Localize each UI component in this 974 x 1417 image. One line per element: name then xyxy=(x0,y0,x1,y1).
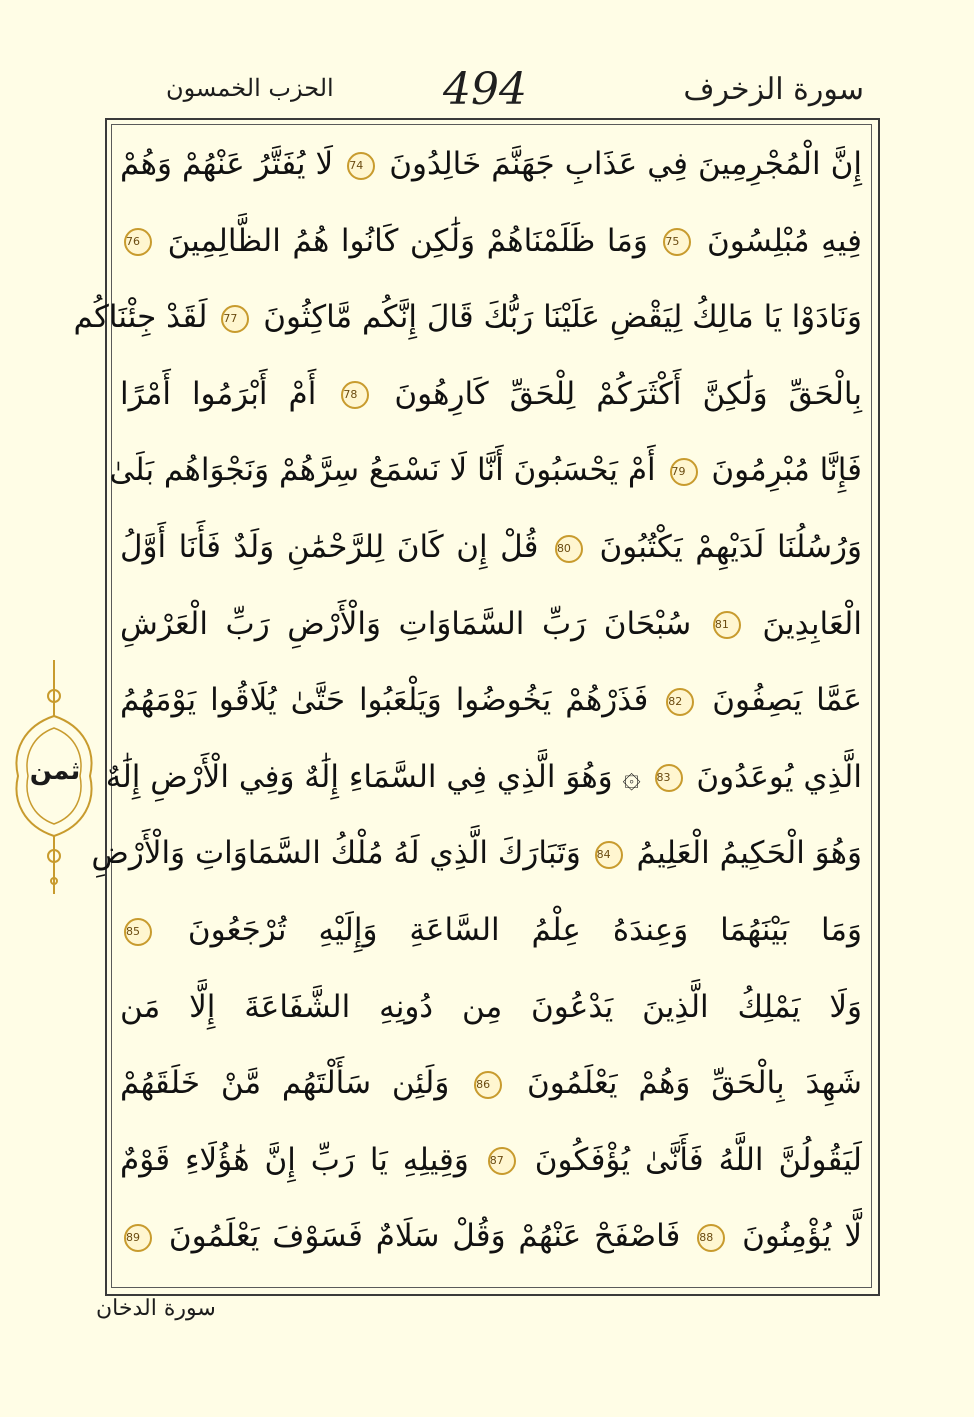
ayah-number-marker: 77 xyxy=(221,305,249,333)
verse-text: عَمَّا يَصِفُونَ xyxy=(712,682,862,719)
verse-line xyxy=(120,1053,862,1129)
page-header xyxy=(96,62,874,118)
verse-text: أَمْ أَبْرَمُوا أَمْرًا xyxy=(120,375,317,412)
ayah-number-marker: 80 xyxy=(555,535,583,563)
surah-title: سورة الزخرف xyxy=(683,72,864,107)
hizb-label: الحزب الخمسون xyxy=(166,74,334,102)
verse-text: شَهِدَ بِالْحَقِّ وَهُمْ يَعْلَمُونَ xyxy=(527,1065,862,1102)
ayah-number-marker: 74 xyxy=(347,152,375,180)
verse-line xyxy=(120,900,862,976)
verse-text: سُبْحَانَ رَبِّ السَّمَاوَاتِ وَالْأَرْضِ رَبِّ الْعَرْشِ xyxy=(120,605,692,642)
ayah-number-marker: 76 xyxy=(124,228,152,256)
verse-text: أَمْ يَحْسَبُونَ أَنَّا لَا نَسْمَعُ سِرَّهُمْ وَنَجْوَاهُم بَلَىٰ xyxy=(109,452,656,489)
ayah-number-marker: 75 xyxy=(663,228,691,256)
ayah-number-marker: 81 xyxy=(713,611,741,639)
next-surah-catchword: سورة الدخان xyxy=(96,1296,216,1321)
verse-line xyxy=(120,977,862,1053)
verse-text: قُلْ إِن كَانَ لِلرَّحْمَٰنِ وَلَدٌ فَأَنَا أَوَّلُ xyxy=(120,529,539,565)
verse-text: وَمَا ظَلَمْنَاهُمْ وَلَٰكِن كَانُوا هُمُ الظَّالِمِينَ xyxy=(167,222,648,259)
verse-text: فَاصْفَحْ عَنْهُمْ وَقُلْ سَلَامٌ فَسَوْفَ يَعْلَمُونَ xyxy=(168,1218,681,1255)
thumn-marker-ornament xyxy=(4,656,104,900)
verse-line xyxy=(91,823,862,899)
verse-text: وَرُسُلُنَا لَدَيْهِمْ يَكْتُبُونَ xyxy=(599,529,862,565)
verse-text: لَقَدْ جِئْنَاكُم xyxy=(73,299,208,336)
verse-line xyxy=(105,747,862,823)
verse-text: الْعَابِدِينَ xyxy=(762,605,862,642)
verse-line xyxy=(120,517,862,593)
verse-text: وَلَئِن سَأَلْتَهُم مَّنْ خَلَقَهُمْ xyxy=(120,1065,450,1102)
page-number: 494 xyxy=(443,64,527,115)
verse-line xyxy=(120,364,862,440)
verse-text: وَقِيلِهِ يَا رَبِّ إِنَّ هَٰؤُلَاءِ قَوْمٌ xyxy=(120,1141,469,1178)
verse-line xyxy=(120,211,862,287)
verse-text: ۞ وَهُوَ الَّذِي فِي السَّمَاءِ إِلَٰهٌ وَفِي الْأَرْضِ إِلَٰهٌ xyxy=(105,758,641,795)
verse-text: وَلَا يَمْلِكُ الَّذِينَ يَدْعُونَ مِن دُونِهِ الشَّفَاعَةَ إِلَّا مَن xyxy=(120,988,862,1025)
verse-line xyxy=(73,287,862,363)
ayah-number-marker: 85 xyxy=(124,918,152,946)
ayah-number-marker: 83 xyxy=(655,764,683,792)
ayah-number-marker: 84 xyxy=(595,841,623,869)
verse-text: لَّا يُؤْمِنُونَ xyxy=(742,1218,863,1255)
thumn-label: ثمن xyxy=(29,756,81,786)
verse-line xyxy=(120,134,862,210)
ayah-number-marker: 89 xyxy=(124,1224,152,1252)
verse-text: وَهُوَ الْحَكِيمُ الْعَلِيمُ xyxy=(636,835,862,872)
verse-text: وَمَا بَيْنَهُمَا وَعِندَهُ عِلْمُ السَّاعَةِ وَإِلَيْهِ تُرْجَعُونَ xyxy=(187,912,862,948)
verse-text: وَنَادَوْا يَا مَالِكُ لِيَقْضِ عَلَيْنَا رَبُّكَ قَالَ إِنَّكُم مَّاكِثُونَ xyxy=(263,299,862,336)
verse-line xyxy=(120,594,862,670)
verse-line xyxy=(109,440,862,516)
verse-text: فَذَرْهُمْ يَخُوضُوا وَيَلْعَبُوا حَتَّىٰ يُلَاقُوا يَوْمَهُمُ xyxy=(120,682,649,719)
verse-text: فِيهِ مُبْلِسُونَ xyxy=(706,222,862,259)
verse-line xyxy=(120,1130,862,1206)
verse-lines xyxy=(73,134,863,1284)
verse-line xyxy=(120,670,862,746)
ayah-number-marker: 78 xyxy=(341,381,369,409)
verse-text: لَيَقُولُنَّ اللَّهُ فَأَنَّىٰ يُؤْفَكُونَ xyxy=(534,1141,862,1178)
verse-text: لَا يُفَتَّرُ عَنْهُمْ وَهُمْ xyxy=(120,146,334,182)
ayah-number-marker: 88 xyxy=(697,1224,725,1252)
verse-line xyxy=(120,1206,862,1282)
verse-text: فَإِنَّا مُبْرِمُونَ xyxy=(711,452,862,489)
ayah-number-marker: 87 xyxy=(488,1147,516,1175)
verse-text: إِنَّ الْمُجْرِمِينَ فِي عَذَابِ جَهَنَّمَ خَالِدُونَ xyxy=(389,146,862,182)
verse-text: الَّذِي يُوعَدُونَ xyxy=(696,758,862,795)
verse-text: وَتَبَارَكَ الَّذِي لَهُ مُلْكُ السَّمَاوَاتِ وَالْأَرْضِ xyxy=(91,835,581,872)
ayah-number-marker: 79 xyxy=(670,458,698,486)
ayah-number-marker: 82 xyxy=(666,688,694,716)
verse-text: بِالْحَقِّ وَلَٰكِنَّ أَكْثَرَكُمْ لِلْحَقِّ كَارِهُونَ xyxy=(394,375,863,412)
ayah-number-marker: 86 xyxy=(474,1071,502,1099)
